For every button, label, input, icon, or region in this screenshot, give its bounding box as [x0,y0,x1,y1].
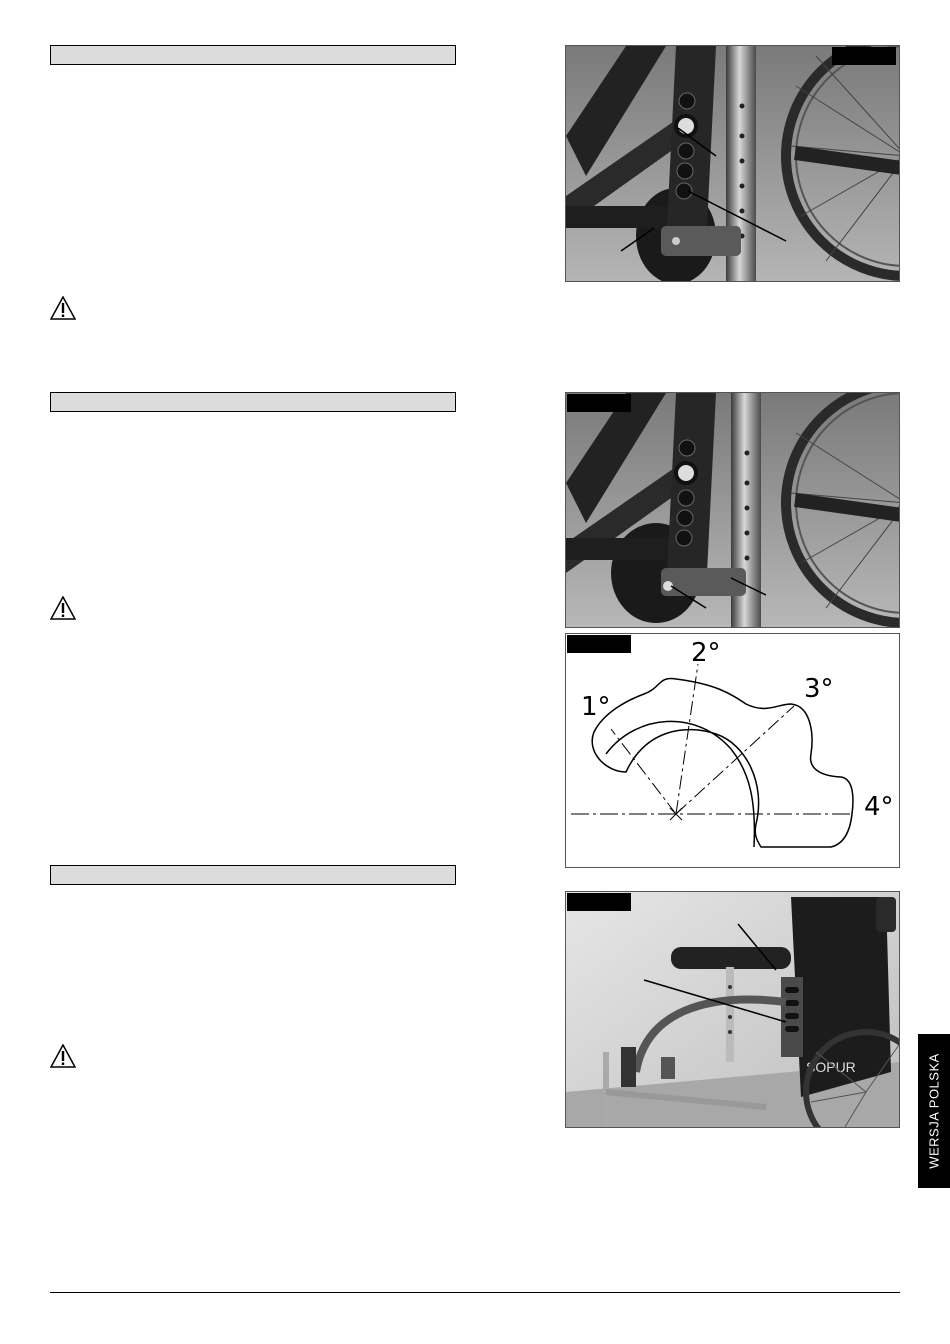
photo-caster-fork-1 [565,45,900,282]
angle-label-1: 1° [581,692,611,722]
footer-rule [50,1292,900,1293]
caster-angle-diagram [565,633,900,868]
photo-caster-fork-2 [565,392,900,628]
language-side-tab-label: WERSJA POLSKA [926,1053,942,1169]
angle-label-3: 3° [804,674,834,704]
figure-number-tab [567,635,631,653]
figure-number-tab [567,893,631,911]
warning-triangle-icon [50,1044,76,1068]
figure-number-tab [567,394,631,412]
section-header-bar-1 [50,45,456,65]
section-header-bar-3 [50,865,456,885]
language-side-tab [918,1034,950,1188]
angle-label-2: 2° [691,638,721,668]
svg-text:SOPUR: SOPUR [806,1059,856,1075]
photo-armrest-backrest [565,891,900,1128]
warning-triangle-icon [50,596,76,620]
warning-triangle-icon [50,296,76,320]
angle-label-4: 4° [864,792,894,822]
figure-number-tab [832,47,896,65]
section-header-bar-2 [50,392,456,412]
